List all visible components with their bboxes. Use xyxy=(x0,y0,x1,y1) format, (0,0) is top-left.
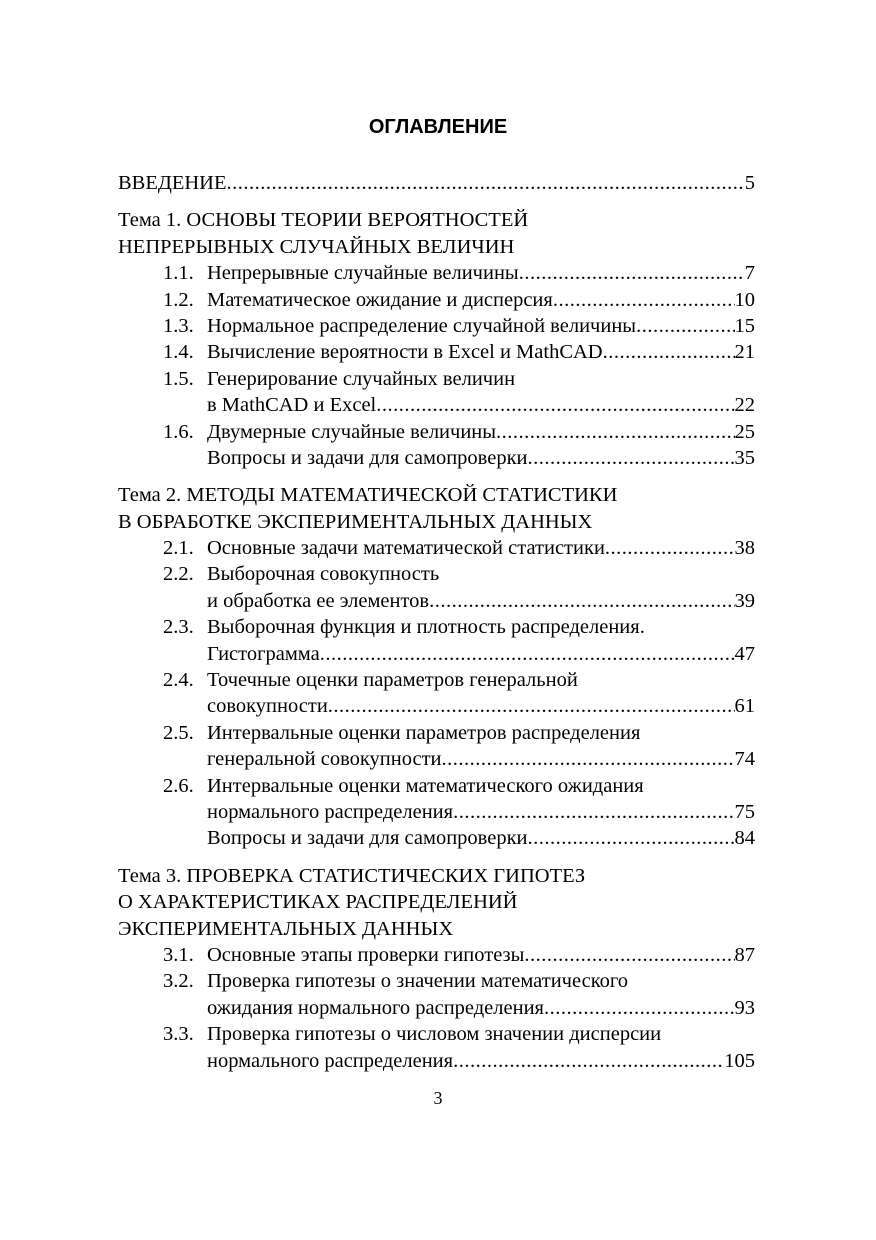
entry-title: Нормальное распределение случайной величины xyxy=(207,314,637,337)
toc-entry[interactable] xyxy=(118,614,755,640)
entry-title: нормального распределения xyxy=(207,1049,454,1072)
page-ref: 22 xyxy=(734,394,755,417)
entry-title: Основные задачи математической статистики xyxy=(207,537,605,560)
entry-title: Точечные оценки параметров генеральной xyxy=(207,669,578,692)
entry-title: Математическое ожидание и дисперсия xyxy=(207,288,553,311)
entry-number: 1.6. xyxy=(163,420,194,443)
entry-title: Непрерывные случайные величины xyxy=(207,262,519,285)
page-ref: 105 xyxy=(724,1049,755,1072)
entry-title: Двумерные случайные величины xyxy=(207,420,497,443)
dot-leader xyxy=(553,287,735,313)
toc-section xyxy=(118,482,755,851)
dot-leader xyxy=(496,419,734,445)
entry-number xyxy=(118,825,207,851)
dot-leader xyxy=(320,641,735,667)
entry-title: ожидания нормального распределения xyxy=(207,996,544,1019)
toc-heading-line xyxy=(118,234,755,260)
entry-title: совокупности xyxy=(207,695,328,718)
toc-section xyxy=(118,207,755,471)
toc-entry[interactable] xyxy=(118,561,755,587)
entry-title: Выборочная функция и плотность распределения. xyxy=(207,616,645,639)
toc-entry[interactable] xyxy=(118,313,755,339)
entry-number: 3.2. xyxy=(163,970,194,993)
heading-text: О ХАРАКТЕРИСТИКАХ РАСПРЕДЕЛЕНИЙ xyxy=(118,891,518,914)
entry-number: 3.3. xyxy=(163,1023,194,1046)
toc-entry[interactable] xyxy=(118,667,755,693)
page-ref: 5 xyxy=(744,172,755,194)
toc-entry[interactable] xyxy=(118,392,755,418)
dot-leader xyxy=(376,392,734,418)
entry-number: 1.1. xyxy=(163,262,194,285)
toc-entry[interactable] xyxy=(118,535,755,561)
page-ref: 38 xyxy=(734,537,755,560)
entry-number: 2.4. xyxy=(163,669,194,692)
page-ref: 35 xyxy=(734,446,755,469)
page-ref: 21 xyxy=(734,341,755,364)
heading-text: В ОБРАБОТКЕ ЭКСПЕРИМЕНТАЛЬНЫХ ДАННЫХ xyxy=(118,510,593,533)
toc-entry[interactable] xyxy=(118,995,755,1021)
dot-leader xyxy=(524,942,734,968)
entry-title: и обработка ее элементов xyxy=(207,589,430,612)
page-ref: 93 xyxy=(734,996,755,1019)
entry-number: 1.5. xyxy=(163,367,194,390)
toc-entry[interactable] xyxy=(118,968,755,994)
entry-number: 2.6. xyxy=(163,774,194,797)
toc-entry[interactable] xyxy=(118,260,755,286)
entry-title: Вопросы и задачи для самопроверки xyxy=(207,827,528,850)
toc-entry[interactable] xyxy=(118,641,755,667)
toc-heading-line xyxy=(118,889,755,915)
page-number: 3 xyxy=(433,1088,443,1108)
toc-heading-line xyxy=(118,207,755,233)
toc-entry[interactable] xyxy=(118,720,755,746)
dot-leader xyxy=(453,1048,724,1074)
toc-entry[interactable] xyxy=(118,746,755,772)
page-ref: 7 xyxy=(744,262,755,285)
toc-heading-line xyxy=(118,170,755,196)
entry-title: Основные этапы проверки гипотезы xyxy=(207,943,525,966)
heading-text: Тема 2. МЕТОДЫ МАТЕМАТИЧЕСКОЙ СТАТИСТИКИ xyxy=(118,484,618,507)
entry-title: Вопросы и задачи для самопроверки xyxy=(207,446,528,469)
page-ref: 61 xyxy=(734,695,755,718)
heading-text: НЕПРЕРЫВНЫХ СЛУЧАЙНЫХ ВЕЛИЧИН xyxy=(118,235,515,258)
toc-entry[interactable] xyxy=(118,287,755,313)
heading-text: Тема 3. ПРОВЕРКА СТАТИСТИЧЕСКИХ ГИПОТЕЗ xyxy=(118,864,586,887)
dot-leader xyxy=(429,588,734,614)
entry-title: Интервальные оценки параметров распределения xyxy=(207,721,641,744)
toc-heading-line xyxy=(118,916,755,942)
entry-number: 2.3. xyxy=(163,616,194,639)
page-ref: 39 xyxy=(734,589,755,612)
page-ref: 10 xyxy=(734,288,755,311)
dot-leader xyxy=(519,260,745,286)
toc-entry[interactable] xyxy=(118,419,755,445)
dot-leader xyxy=(442,746,735,772)
entry-number: 1.2. xyxy=(163,288,194,311)
entry-number: 1.4. xyxy=(163,341,194,364)
toc-section xyxy=(118,170,755,196)
toc-entry[interactable] xyxy=(118,773,755,799)
toc-entry[interactable] xyxy=(118,1021,755,1047)
entry-title: Проверка гипотезы о числовом значении дисперсии xyxy=(207,1023,662,1046)
dot-leader xyxy=(453,799,734,825)
page-ref: 15 xyxy=(734,314,755,337)
page-ref: 84 xyxy=(734,827,755,850)
entry-title: Гистограмма xyxy=(207,642,320,665)
entry-title: Выборочная совокупность xyxy=(207,563,440,586)
dot-leader xyxy=(603,339,735,365)
entry-title: в MathCAD и Excel xyxy=(207,394,377,417)
toc-heading-line xyxy=(118,509,755,535)
toc-entry[interactable] xyxy=(118,799,755,825)
entry-number xyxy=(118,445,207,471)
entry-number: 2.1. xyxy=(163,537,194,560)
entry-title: Интервальные оценки математического ожидания xyxy=(207,774,644,797)
entry-title: Вычисление вероятности в Excel и MathCAD xyxy=(207,341,603,364)
heading-text: ЭКСПЕРИМЕНТАЛЬНЫХ ДАННЫХ xyxy=(118,917,454,940)
page-ref: 47 xyxy=(734,642,755,665)
page-ref: 25 xyxy=(734,420,755,443)
toc-section xyxy=(118,863,755,1074)
entry-number: 2.5. xyxy=(163,721,194,744)
toc-entry[interactable] xyxy=(118,942,755,968)
dot-leader xyxy=(636,313,734,339)
toc-entry[interactable] xyxy=(118,339,755,365)
heading-text: Тема 1. ОСНОВЫ ТЕОРИИ ВЕРОЯТНОСТЕЙ xyxy=(118,209,529,232)
toc-entry[interactable] xyxy=(118,445,755,471)
page-ref: 75 xyxy=(734,800,755,823)
toc-entry[interactable] xyxy=(118,588,755,614)
entry-title: Генерирование случайных величин xyxy=(207,367,516,390)
entry-number: 2.2. xyxy=(163,563,194,586)
heading-text: ВВЕДЕНИЕ xyxy=(118,172,227,194)
page-title: ОГЛАВЛЕНИЕ xyxy=(368,116,508,138)
toc-heading-line xyxy=(118,863,755,889)
dot-leader xyxy=(227,170,745,196)
page-ref: 74 xyxy=(734,748,755,771)
dot-leader xyxy=(544,995,735,1021)
toc-entry[interactable] xyxy=(118,366,755,392)
entry-title: генеральной совокупности xyxy=(207,748,442,771)
dot-leader xyxy=(528,445,735,471)
table-of-contents xyxy=(118,170,755,1074)
toc-entry[interactable] xyxy=(118,693,755,719)
entry-number: 1.3. xyxy=(163,314,194,337)
page-ref: 87 xyxy=(734,943,755,966)
dot-leader xyxy=(528,825,735,851)
entry-number: 3.1. xyxy=(163,943,194,966)
dot-leader xyxy=(328,693,735,719)
toc-entry[interactable] xyxy=(118,1048,755,1074)
toc-heading-line xyxy=(118,482,755,508)
entry-title: нормального распределения xyxy=(207,800,454,823)
dot-leader xyxy=(605,535,735,561)
toc-entry[interactable] xyxy=(118,825,755,851)
entry-title: Проверка гипотезы о значении математического xyxy=(207,970,629,993)
